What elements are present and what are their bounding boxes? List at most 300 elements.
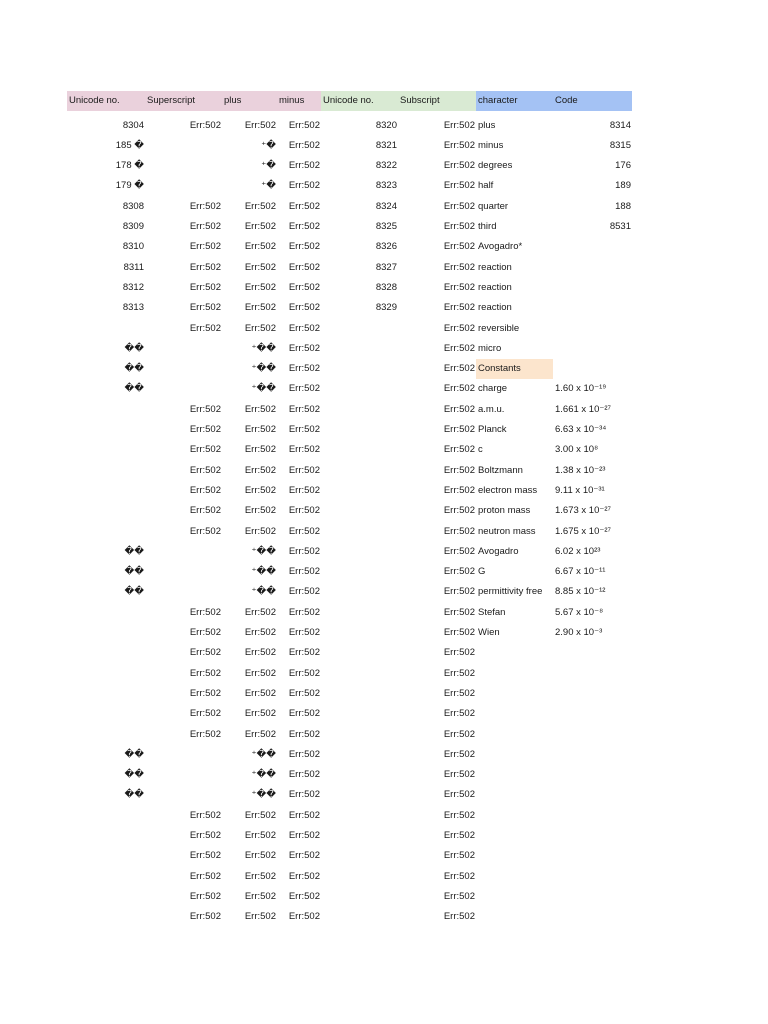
- cell-minus[interactable]: Err:502: [288, 424, 320, 435]
- cell-minus[interactable]: Err:502: [288, 464, 320, 476]
- cell-minus[interactable]: Err:502: [288, 241, 320, 253]
- cell-superscript[interactable]: Err:502: [189, 444, 221, 456]
- cell-subscript[interactable]: Err:502: [443, 302, 475, 314]
- cell-unicode-no[interactable]: [67, 806, 145, 826]
- cell-superscript[interactable]: Err:502: [189, 708, 221, 720]
- cell-unicode-no[interactable]: 185 �: [115, 139, 144, 151]
- cell-minus[interactable]: Err:502: [288, 789, 320, 801]
- cell-plus[interactable]: Err:502: [244, 606, 276, 618]
- cell-unicode-no[interactable]: [67, 826, 145, 846]
- cell-minus[interactable]: Err:502: [288, 221, 320, 232]
- cell-unicode-no[interactable]: [67, 461, 145, 481]
- cell-plus[interactable]: Err:502: [244, 809, 276, 821]
- cell-plus[interactable]: Err:502: [244, 322, 276, 334]
- cell-unicode-no[interactable]: 8308: [122, 200, 144, 212]
- cell-minus[interactable]: Err:502: [288, 586, 320, 598]
- cell-subscript[interactable]: Err:502: [443, 403, 475, 415]
- cell-code[interactable]: 6.63 x 10⁻³⁴: [555, 424, 607, 435]
- cell-plus[interactable]: Err:502: [244, 241, 276, 253]
- cell-subscript[interactable]: Err:502: [443, 647, 475, 659]
- cell-plus[interactable]: Err:502: [244, 647, 276, 659]
- cell-plus[interactable]: Err:502: [244, 221, 276, 232]
- cell-subscript[interactable]: Err:502: [443, 870, 475, 882]
- cell-code[interactable]: [553, 745, 632, 765]
- cell-subscript[interactable]: Err:502: [443, 281, 475, 293]
- cell-unicode-no-sub[interactable]: [321, 461, 398, 481]
- cell-code[interactable]: 8.85 x 10⁻¹²: [555, 586, 606, 598]
- cell-minus[interactable]: Err:502: [288, 444, 320, 456]
- cell-code[interactable]: [553, 643, 632, 663]
- cell-subscript[interactable]: Err:502: [443, 708, 475, 720]
- cell-unicode-no[interactable]: ��: [124, 383, 144, 395]
- cell-character[interactable]: Avogadro*: [478, 241, 523, 253]
- cell-minus[interactable]: Err:502: [288, 160, 320, 172]
- header-unicode-no-sub[interactable]: Unicode no.: [321, 91, 398, 111]
- cell-unicode-no[interactable]: 8304: [122, 119, 144, 131]
- cell-plus[interactable]: Err:502: [244, 667, 276, 679]
- cell-character[interactable]: [476, 887, 553, 907]
- cell-plus[interactable]: Err:502: [244, 200, 276, 212]
- cell-unicode-no-sub[interactable]: [321, 603, 398, 623]
- cell-unicode-no[interactable]: [67, 603, 145, 623]
- cell-character[interactable]: [476, 806, 553, 826]
- cell-plus[interactable]: Err:502: [244, 708, 276, 720]
- cell-superscript[interactable]: Err:502: [189, 200, 221, 212]
- cell-unicode-no-sub[interactable]: 8321: [375, 139, 397, 151]
- cell-plus[interactable]: Err:502: [244, 119, 276, 131]
- cell-minus[interactable]: Err:502: [288, 627, 320, 638]
- cell-superscript[interactable]: [145, 745, 222, 765]
- cell-unicode-no[interactable]: ��: [124, 769, 144, 781]
- cell-superscript[interactable]: Err:502: [189, 424, 221, 435]
- cell-superscript[interactable]: Err:502: [189, 890, 221, 902]
- cell-unicode-no[interactable]: [67, 643, 145, 663]
- cell-subscript[interactable]: Err:502: [443, 241, 475, 253]
- cell-superscript[interactable]: Err:502: [189, 302, 221, 314]
- cell-subscript[interactable]: Err:502: [443, 139, 475, 151]
- cell-character[interactable]: [476, 907, 553, 927]
- cell-unicode-no[interactable]: [67, 684, 145, 704]
- cell-superscript[interactable]: Err:502: [189, 627, 221, 638]
- cell-superscript[interactable]: Err:502: [189, 119, 221, 131]
- cell-minus[interactable]: Err:502: [288, 363, 320, 375]
- cell-unicode-no-sub[interactable]: [321, 684, 398, 704]
- cell-code[interactable]: 6.02 x 10²³: [555, 545, 601, 557]
- cell-subscript[interactable]: Err:502: [443, 180, 475, 192]
- cell-character[interactable]: [476, 826, 553, 846]
- cell-character[interactable]: reversible: [478, 322, 520, 334]
- cell-unicode-no-sub[interactable]: [321, 562, 398, 582]
- cell-character[interactable]: [476, 785, 553, 805]
- cell-unicode-no[interactable]: [67, 725, 145, 745]
- cell-code[interactable]: 6.67 x 10⁻¹¹: [555, 566, 606, 578]
- cell-character[interactable]: reaction: [478, 281, 512, 293]
- cell-plus[interactable]: Err:502: [244, 728, 276, 740]
- cell-minus[interactable]: Err:502: [288, 911, 320, 923]
- cell-plus[interactable]: Err:502: [244, 464, 276, 476]
- cell-subscript[interactable]: Err:502: [443, 261, 475, 273]
- cell-subscript[interactable]: Err:502: [443, 322, 475, 334]
- cell-character[interactable]: reaction: [478, 261, 512, 273]
- cell-plus[interactable]: ⁺��: [251, 383, 276, 395]
- cell-code[interactable]: 189: [615, 180, 631, 192]
- header-character[interactable]: character: [476, 91, 553, 111]
- cell-character[interactable]: Avogadro: [478, 545, 519, 557]
- cell-character[interactable]: [476, 664, 553, 684]
- cell-code[interactable]: [553, 359, 632, 379]
- cell-minus[interactable]: Err:502: [288, 809, 320, 821]
- cell-plus[interactable]: ⁺��: [251, 586, 276, 598]
- cell-unicode-no-sub[interactable]: [321, 623, 398, 643]
- cell-subscript[interactable]: Err:502: [443, 748, 475, 760]
- cell-plus[interactable]: Err:502: [244, 261, 276, 273]
- cell-unicode-no-sub[interactable]: [321, 643, 398, 663]
- cell-minus[interactable]: Err:502: [288, 119, 320, 131]
- cell-unicode-no[interactable]: [67, 846, 145, 866]
- cell-character[interactable]: plus: [478, 119, 496, 131]
- cell-subscript[interactable]: Err:502: [443, 525, 475, 537]
- cell-unicode-no-sub[interactable]: [321, 319, 398, 339]
- cell-unicode-no-sub[interactable]: 8328: [375, 281, 397, 293]
- cell-code[interactable]: [553, 664, 632, 684]
- cell-unicode-no[interactable]: ��: [124, 545, 144, 557]
- cell-unicode-no[interactable]: [67, 319, 145, 339]
- cell-superscript[interactable]: [145, 765, 222, 785]
- cell-unicode-no-sub[interactable]: 8329: [375, 302, 397, 314]
- cell-superscript[interactable]: Err:502: [189, 484, 221, 496]
- cell-character[interactable]: permittivity free: [478, 586, 543, 598]
- cell-superscript[interactable]: Err:502: [189, 728, 221, 740]
- cell-minus[interactable]: Err:502: [288, 525, 320, 537]
- cell-character[interactable]: minus: [478, 139, 504, 151]
- cell-superscript[interactable]: Err:502: [189, 505, 221, 517]
- cell-minus[interactable]: Err:502: [288, 342, 320, 354]
- cell-superscript[interactable]: [145, 176, 222, 196]
- cell-character[interactable]: proton mass: [478, 505, 531, 517]
- cell-superscript[interactable]: Err:502: [189, 606, 221, 618]
- cell-character[interactable]: Planck: [478, 424, 507, 435]
- cell-subscript[interactable]: Err:502: [443, 119, 475, 131]
- cell-unicode-no-sub[interactable]: [321, 664, 398, 684]
- cell-plus[interactable]: ⁺�: [261, 139, 276, 151]
- cell-subscript[interactable]: Err:502: [443, 464, 475, 476]
- cell-code[interactable]: [553, 887, 632, 907]
- cell-subscript[interactable]: Err:502: [443, 424, 475, 435]
- cell-subscript[interactable]: Err:502: [443, 545, 475, 557]
- header-minus[interactable]: minus: [277, 91, 321, 111]
- cell-minus[interactable]: Err:502: [288, 728, 320, 740]
- cell-unicode-no-sub[interactable]: 8326: [375, 241, 397, 253]
- cell-unicode-no-sub[interactable]: [321, 806, 398, 826]
- cell-subscript[interactable]: Err:502: [443, 606, 475, 618]
- cell-subscript[interactable]: Err:502: [443, 363, 475, 375]
- cell-minus[interactable]: Err:502: [288, 566, 320, 578]
- cell-subscript[interactable]: Err:502: [443, 160, 475, 172]
- cell-plus[interactable]: ⁺��: [251, 342, 276, 354]
- cell-code[interactable]: [553, 806, 632, 826]
- cell-plus[interactable]: ⁺�: [261, 180, 276, 192]
- cell-character[interactable]: charge: [478, 383, 508, 395]
- cell-unicode-no-sub[interactable]: [321, 359, 398, 379]
- cell-minus[interactable]: Err:502: [288, 667, 320, 679]
- cell-character[interactable]: [476, 867, 553, 887]
- cell-unicode-no-sub[interactable]: [321, 481, 398, 501]
- cell-unicode-no[interactable]: [67, 481, 145, 501]
- cell-unicode-no[interactable]: [67, 623, 145, 643]
- cell-code[interactable]: 1.673 x 10⁻²⁷: [555, 505, 611, 517]
- cell-subscript[interactable]: Err:502: [443, 890, 475, 902]
- cell-unicode-no-sub[interactable]: [321, 887, 398, 907]
- cell-subscript[interactable]: Err:502: [443, 566, 475, 578]
- cell-code[interactable]: [553, 846, 632, 866]
- cell-code[interactable]: [553, 725, 632, 745]
- cell-superscript[interactable]: Err:502: [189, 850, 221, 862]
- cell-plus[interactable]: Err:502: [244, 484, 276, 496]
- cell-subscript[interactable]: Err:502: [443, 586, 475, 598]
- cell-unicode-no-sub[interactable]: [321, 582, 398, 602]
- cell-code[interactable]: 9.11 x 10⁻³¹: [555, 484, 605, 496]
- cell-superscript[interactable]: [145, 785, 222, 805]
- cell-plus[interactable]: Err:502: [244, 687, 276, 699]
- cell-unicode-no-sub[interactable]: [321, 339, 398, 359]
- cell-code[interactable]: 1.661 x 10⁻²⁷: [555, 403, 611, 415]
- cell-unicode-no-sub[interactable]: 8320: [375, 119, 397, 131]
- cell-minus[interactable]: Err:502: [288, 708, 320, 720]
- cell-plus[interactable]: Err:502: [244, 850, 276, 862]
- cell-subscript[interactable]: Err:502: [443, 830, 475, 841]
- cell-minus[interactable]: Err:502: [288, 830, 320, 841]
- cell-unicode-no[interactable]: [67, 501, 145, 521]
- cell-superscript[interactable]: Err:502: [189, 241, 221, 253]
- cell-unicode-no-sub[interactable]: [321, 522, 398, 542]
- cell-plus[interactable]: ⁺��: [251, 769, 276, 781]
- cell-unicode-no-sub[interactable]: [321, 400, 398, 420]
- cell-code[interactable]: [553, 319, 632, 339]
- cell-plus[interactable]: Err:502: [244, 281, 276, 293]
- cell-character[interactable]: G: [478, 566, 486, 578]
- cell-superscript[interactable]: Err:502: [189, 647, 221, 659]
- cell-superscript[interactable]: Err:502: [189, 464, 221, 476]
- cell-superscript[interactable]: Err:502: [189, 830, 221, 841]
- cell-plus[interactable]: Err:502: [244, 403, 276, 415]
- cell-unicode-no-sub[interactable]: [321, 725, 398, 745]
- cell-character[interactable]: quarter: [478, 200, 509, 212]
- cell-plus[interactable]: ⁺��: [251, 748, 276, 760]
- cell-superscript[interactable]: Err:502: [189, 525, 221, 537]
- cell-unicode-no[interactable]: [67, 420, 145, 440]
- cell-minus[interactable]: Err:502: [288, 302, 320, 314]
- cell-unicode-no[interactable]: [67, 522, 145, 542]
- cell-plus[interactable]: ⁺��: [251, 789, 276, 801]
- cell-unicode-no[interactable]: 8309: [122, 221, 144, 232]
- cell-superscript[interactable]: Err:502: [189, 281, 221, 293]
- cell-unicode-no[interactable]: ��: [124, 342, 144, 354]
- cell-code[interactable]: [553, 278, 632, 298]
- cell-unicode-no-sub[interactable]: [321, 826, 398, 846]
- cell-character[interactable]: neutron mass: [478, 525, 536, 537]
- cell-plus[interactable]: Err:502: [244, 525, 276, 537]
- cell-minus[interactable]: Err:502: [288, 261, 320, 273]
- cell-unicode-no[interactable]: [67, 704, 145, 724]
- cell-plus[interactable]: Err:502: [244, 627, 276, 638]
- cell-plus[interactable]: ⁺��: [251, 363, 276, 375]
- cell-code[interactable]: [553, 684, 632, 704]
- cell-character[interactable]: micro: [478, 342, 502, 354]
- cell-code[interactable]: 5.67 x 10⁻⁸: [555, 606, 604, 618]
- cell-character[interactable]: half: [478, 180, 494, 192]
- cell-unicode-no[interactable]: 8310: [122, 241, 144, 253]
- header-code[interactable]: Code: [553, 91, 632, 111]
- cell-plus[interactable]: Err:502: [244, 890, 276, 902]
- header-plus[interactable]: plus: [222, 91, 277, 111]
- cell-unicode-no[interactable]: 8312: [122, 281, 144, 293]
- cell-unicode-no-sub[interactable]: [321, 379, 398, 399]
- cell-unicode-no[interactable]: [67, 887, 145, 907]
- cell-subscript[interactable]: Err:502: [443, 200, 475, 212]
- cell-unicode-no[interactable]: 179 �: [115, 180, 144, 192]
- cell-minus[interactable]: Err:502: [288, 870, 320, 882]
- cell-character[interactable]: [476, 725, 553, 745]
- cell-superscript[interactable]: Err:502: [189, 403, 221, 415]
- cell-minus[interactable]: Err:502: [288, 403, 320, 415]
- cell-unicode-no-sub[interactable]: [321, 907, 398, 927]
- cell-minus[interactable]: Err:502: [288, 180, 320, 192]
- cell-unicode-no[interactable]: [67, 907, 145, 927]
- cell-code[interactable]: 3.00 x 10⁸: [555, 444, 599, 456]
- cell-unicode-no-sub[interactable]: [321, 501, 398, 521]
- cell-unicode-no[interactable]: ��: [124, 586, 144, 598]
- cell-code[interactable]: 1.38 x 10⁻²³: [555, 464, 606, 476]
- cell-unicode-no-sub[interactable]: [321, 440, 398, 460]
- cell-character[interactable]: [476, 745, 553, 765]
- cell-superscript[interactable]: Err:502: [189, 322, 221, 334]
- cell-subscript[interactable]: Err:502: [443, 383, 475, 395]
- cell-plus[interactable]: Err:502: [244, 830, 276, 841]
- cell-minus[interactable]: Err:502: [288, 505, 320, 517]
- cell-superscript[interactable]: [145, 379, 222, 399]
- cell-plus[interactable]: Err:502: [244, 870, 276, 882]
- cell-unicode-no-sub[interactable]: [321, 785, 398, 805]
- cell-code[interactable]: [553, 867, 632, 887]
- cell-superscript[interactable]: [145, 582, 222, 602]
- cell-subscript[interactable]: Err:502: [443, 809, 475, 821]
- cell-minus[interactable]: Err:502: [288, 890, 320, 902]
- cell-code[interactable]: [553, 704, 632, 724]
- cell-superscript[interactable]: Err:502: [189, 687, 221, 699]
- header-unicode-no[interactable]: Unicode no.: [67, 91, 145, 111]
- cell-unicode-no-sub[interactable]: [321, 542, 398, 562]
- cell-character[interactable]: [476, 643, 553, 663]
- cell-superscript[interactable]: Err:502: [189, 911, 221, 923]
- cell-superscript[interactable]: [145, 542, 222, 562]
- cell-superscript[interactable]: [145, 339, 222, 359]
- cell-code[interactable]: 8314: [609, 119, 631, 131]
- cell-code[interactable]: 1.675 x 10⁻²⁷: [555, 525, 611, 537]
- cell-subscript[interactable]: Err:502: [443, 505, 475, 517]
- cell-superscript[interactable]: Err:502: [189, 667, 221, 679]
- cell-character[interactable]: degrees: [478, 160, 513, 172]
- cell-character[interactable]: [476, 684, 553, 704]
- cell-subscript[interactable]: Err:502: [443, 484, 475, 496]
- header-superscript[interactable]: Superscript: [145, 91, 222, 111]
- cell-character[interactable]: a.m.u.: [478, 403, 505, 415]
- cell-unicode-no-sub[interactable]: [321, 867, 398, 887]
- cell-code[interactable]: 1.60 x 10⁻¹⁹: [555, 383, 607, 395]
- cell-character[interactable]: Wien: [478, 627, 500, 638]
- cell-superscript[interactable]: Err:502: [189, 221, 221, 232]
- cell-unicode-no-sub[interactable]: 8327: [375, 261, 397, 273]
- cell-superscript[interactable]: Err:502: [189, 809, 221, 821]
- cell-minus[interactable]: Err:502: [288, 850, 320, 862]
- cell-character[interactable]: c: [478, 444, 483, 456]
- cell-unicode-no-sub[interactable]: 8322: [375, 160, 397, 172]
- cell-subscript[interactable]: Err:502: [443, 221, 475, 232]
- cell-plus[interactable]: ⁺��: [251, 545, 276, 557]
- cell-subscript[interactable]: Err:502: [443, 687, 475, 699]
- cell-code[interactable]: [553, 765, 632, 785]
- cell-character[interactable]: third: [478, 221, 497, 232]
- cell-character[interactable]: Constants: [476, 359, 553, 379]
- cell-code[interactable]: [553, 826, 632, 846]
- cell-subscript[interactable]: Err:502: [443, 444, 475, 456]
- cell-minus[interactable]: Err:502: [288, 139, 320, 151]
- cell-superscript[interactable]: [145, 562, 222, 582]
- cell-unicode-no[interactable]: [67, 440, 145, 460]
- cell-code[interactable]: [553, 298, 632, 318]
- cell-subscript[interactable]: Err:502: [443, 789, 475, 801]
- cell-minus[interactable]: Err:502: [288, 647, 320, 659]
- cell-subscript[interactable]: Err:502: [443, 342, 475, 354]
- cell-unicode-no-sub[interactable]: [321, 420, 398, 440]
- cell-unicode-no-sub[interactable]: [321, 745, 398, 765]
- cell-unicode-no[interactable]: [67, 664, 145, 684]
- cell-subscript[interactable]: Err:502: [443, 850, 475, 862]
- cell-unicode-no[interactable]: 8311: [123, 261, 144, 273]
- cell-superscript[interactable]: Err:502: [189, 261, 221, 273]
- cell-code[interactable]: 8315: [609, 139, 631, 151]
- cell-unicode-no[interactable]: ��: [124, 566, 144, 578]
- cell-superscript[interactable]: [145, 156, 222, 176]
- cell-plus[interactable]: Err:502: [244, 505, 276, 517]
- cell-subscript[interactable]: Err:502: [443, 769, 475, 781]
- cell-subscript[interactable]: Err:502: [443, 728, 475, 740]
- cell-superscript[interactable]: Err:502: [189, 870, 221, 882]
- cell-minus[interactable]: Err:502: [288, 545, 320, 557]
- cell-unicode-no[interactable]: [67, 867, 145, 887]
- cell-minus[interactable]: Err:502: [288, 606, 320, 618]
- cell-code[interactable]: [553, 237, 632, 257]
- cell-unicode-no[interactable]: ��: [124, 363, 144, 375]
- cell-character[interactable]: [476, 704, 553, 724]
- cell-unicode-no[interactable]: 8313: [122, 302, 144, 314]
- cell-unicode-no-sub[interactable]: [321, 846, 398, 866]
- cell-code[interactable]: 176: [615, 160, 631, 172]
- cell-code[interactable]: [553, 907, 632, 927]
- cell-unicode-no-sub[interactable]: [321, 704, 398, 724]
- cell-unicode-no[interactable]: ��: [124, 789, 144, 801]
- cell-plus[interactable]: Err:502: [244, 424, 276, 435]
- cell-code[interactable]: [553, 785, 632, 805]
- cell-minus[interactable]: Err:502: [288, 484, 320, 496]
- cell-character[interactable]: Boltzmann: [478, 464, 523, 476]
- cell-code[interactable]: 2.90 x 10⁻³: [555, 627, 603, 638]
- cell-plus[interactable]: ⁺�: [261, 160, 276, 172]
- cell-unicode-no[interactable]: [67, 400, 145, 420]
- cell-minus[interactable]: Err:502: [288, 383, 320, 395]
- cell-code[interactable]: 8531: [609, 221, 631, 232]
- cell-unicode-no[interactable]: 178 �: [115, 160, 144, 172]
- cell-minus[interactable]: Err:502: [288, 769, 320, 781]
